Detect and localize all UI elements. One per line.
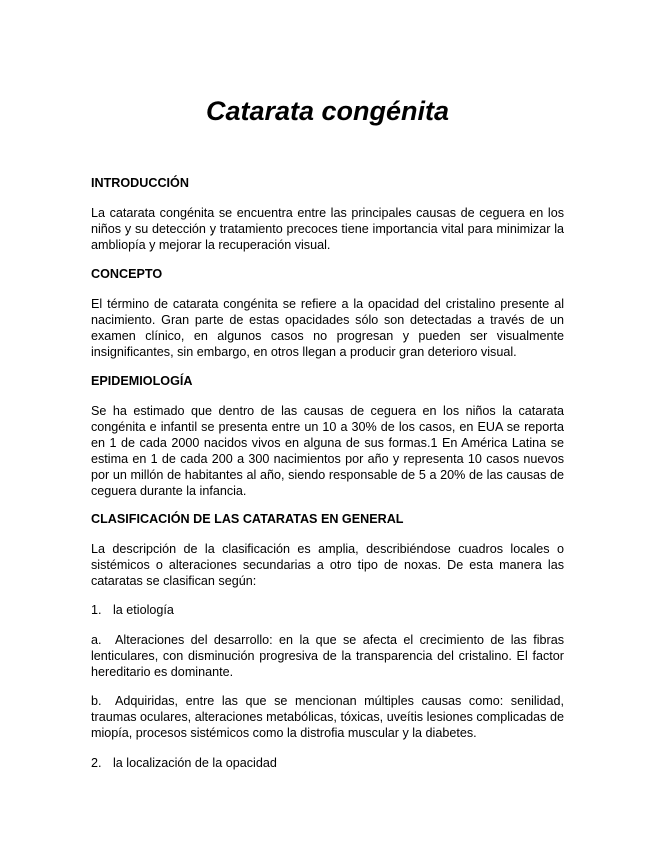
heading-introduccion: INTRODUCCIÓN (91, 176, 189, 190)
heading-concepto: CONCEPTO (91, 267, 163, 281)
paragraph-epidemiologia: Se ha estimado que dentro de las causas de ceguera en los niños la catarata congénita e infantil se presenta entre un 10 a 30% de los casos, en EUA se reporta en 1 de cada 2000 nacidos vivos en alguna de sus formas.1 En América Latina se estima en 1 de cada 200 a 300 nacimientos por año y representa 10 casos nuevos por un millón de habitantes al año, siendo responsable de 5 a 20% de las causas de ceguera durante la infancia. (91, 404, 564, 498)
list-item-1-text: la etiología (113, 603, 174, 617)
list-item-2-number: 2. (91, 756, 102, 770)
list-item-1-number: 1. (91, 603, 102, 617)
list-item-2-text: la localización de la opacidad (113, 756, 277, 770)
heading-epidemiologia: EPIDEMIOLOGÍA (91, 374, 193, 388)
list-item-a (91, 632, 564, 680)
list-item-b (91, 693, 564, 741)
list-item-2 (91, 755, 564, 771)
list-item-b-text: Adquiridas, entre las que se mencionan múltiples causas como: senilidad, traumas oculares, alteraciones metabólicas, tóxicas, uveítis lesiones complicadas de miopía, procesos sistémicos como la distrofia muscular y la diabetes. (91, 694, 564, 740)
paragraph-introduccion: La catarata congénita se encuentra entre las principales causas de ceguera en los niños y su detección y tratamiento precoces tiene importancia vital para minimizar la ambliopía y mejorar la recuperación visual. (91, 206, 564, 252)
heading-clasificacion: CLASIFICACIÓN DE LAS CATARATAS EN GENERAL (91, 512, 404, 526)
paragraph-clasificacion: La descripción de la clasificación es amplia, describiéndose cuadros locales o sistémicos o alteraciones secundarias a otro tipo de noxas. De esta manera las cataratas se clasifican según: (91, 542, 564, 588)
list-item-a-text: Alteraciones del desarrollo: en la que se afecta el crecimiento de las fibras lenticulares, con disminución progresiva de la transparencia del cristalino. El factor hereditario es dominante. (91, 633, 564, 679)
list-item-a-letter: a. (91, 633, 102, 647)
document-title: Catarata congénita (205, 96, 450, 126)
list-item-b-letter: b. (91, 694, 102, 708)
paragraph-concepto: El término de catarata congénita se refiere a la opacidad del cristalino presente al nacimiento. Gran parte de estas opacidades sólo son detectadas a través de un examen clínico, en algunos casos no progresan y pueden ser visualmente insignificantes, sin embargo, en otros llegan a producir gran deterioro visual. (91, 297, 564, 359)
list-item-1 (91, 602, 564, 618)
